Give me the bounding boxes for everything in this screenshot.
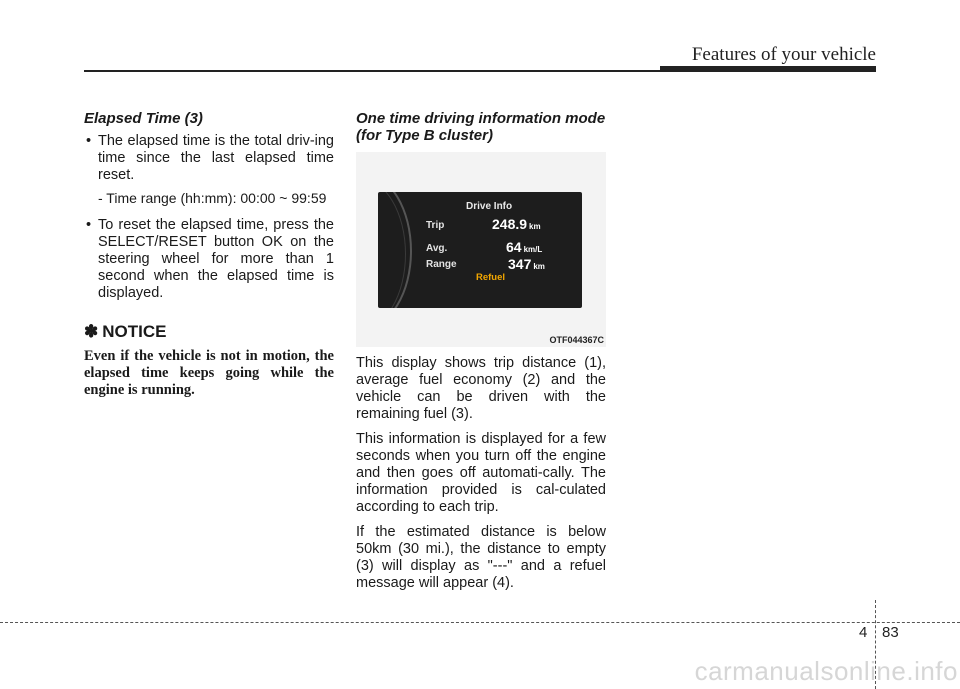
cluster-value-unit: km xyxy=(533,262,545,271)
cluster-title: Drive Info xyxy=(466,201,513,212)
paragraph: This display shows trip distance (1), average fuel economy (2) and the vehicle can be driven with the remaining fuel (3). xyxy=(356,355,606,422)
cluster-value-range xyxy=(508,256,545,272)
bullet-item xyxy=(84,217,334,302)
chapter-number: 4 xyxy=(859,624,868,641)
bullet-dot-icon: • xyxy=(86,217,92,233)
bullet-text: The elapsed time is the total driv-ing time since the last elapsed time reset. xyxy=(98,133,334,183)
cluster-display xyxy=(378,192,582,308)
cluster-value-unit: km/L xyxy=(523,245,543,254)
bullet-dot-icon: • xyxy=(86,133,92,149)
notice-text: Even if the vehicle is not in motion, the elapsed time keeps going while the engine is running. xyxy=(84,348,334,398)
watermark: carmanualsonline.info xyxy=(694,656,958,686)
figure-caption: OTF044367C xyxy=(549,335,604,345)
time-range-note: - Time range (hh:mm): 00:00 ~ 99:59 xyxy=(98,190,327,206)
paragraph: If the estimated distance is below 50km (30 mi.), the distance to empty (3) will display as "---" and a refuel message will appear (4). xyxy=(356,524,606,591)
bullet-item xyxy=(84,133,334,184)
cluster-value-number: 248.9 xyxy=(492,216,528,232)
notice-heading xyxy=(84,322,334,342)
cluster-label-range: Range xyxy=(426,259,457,270)
cluster-value-number: 64 xyxy=(506,239,522,255)
reset-bullets xyxy=(84,217,334,302)
right-column xyxy=(356,110,606,592)
notice-heading-label: NOTICE xyxy=(102,322,167,341)
left-column xyxy=(84,110,334,399)
cluster-value-number: 347 xyxy=(508,256,532,272)
page-number: 83 xyxy=(882,624,899,641)
notice-asterisk-icon: ✽ xyxy=(84,322,99,341)
header-title: Features of your vehicle xyxy=(691,44,876,65)
paragraph: This information is displayed for a few seconds when you turn off the engine and then goes off automati-cally. The information provided is cal-culated according to each trip. xyxy=(356,431,606,515)
cluster-value-avg xyxy=(506,239,542,255)
bullet-text: To reset the elapsed time, press the SELECT/RESET button OK on the steering wheel for more than 1 second when the elapsed time is displayed. xyxy=(98,217,334,301)
section-heading-elapsed-time: Elapsed Time (3) xyxy=(84,110,203,127)
elapsed-time-bullets xyxy=(84,133,334,184)
cluster-value-unit: km xyxy=(529,222,541,231)
cluster-value-trip xyxy=(492,216,541,232)
cluster-refuel-message: Refuel xyxy=(476,272,506,283)
header-rule-accent xyxy=(660,66,876,72)
cluster-label-trip: Trip xyxy=(426,220,445,231)
section-heading-driving-info: One time driving information mode (for Type B cluster) xyxy=(356,110,606,144)
cluster-label-avg: Avg. xyxy=(426,243,448,254)
footer-rule xyxy=(0,622,960,623)
cluster-figure xyxy=(356,152,606,347)
